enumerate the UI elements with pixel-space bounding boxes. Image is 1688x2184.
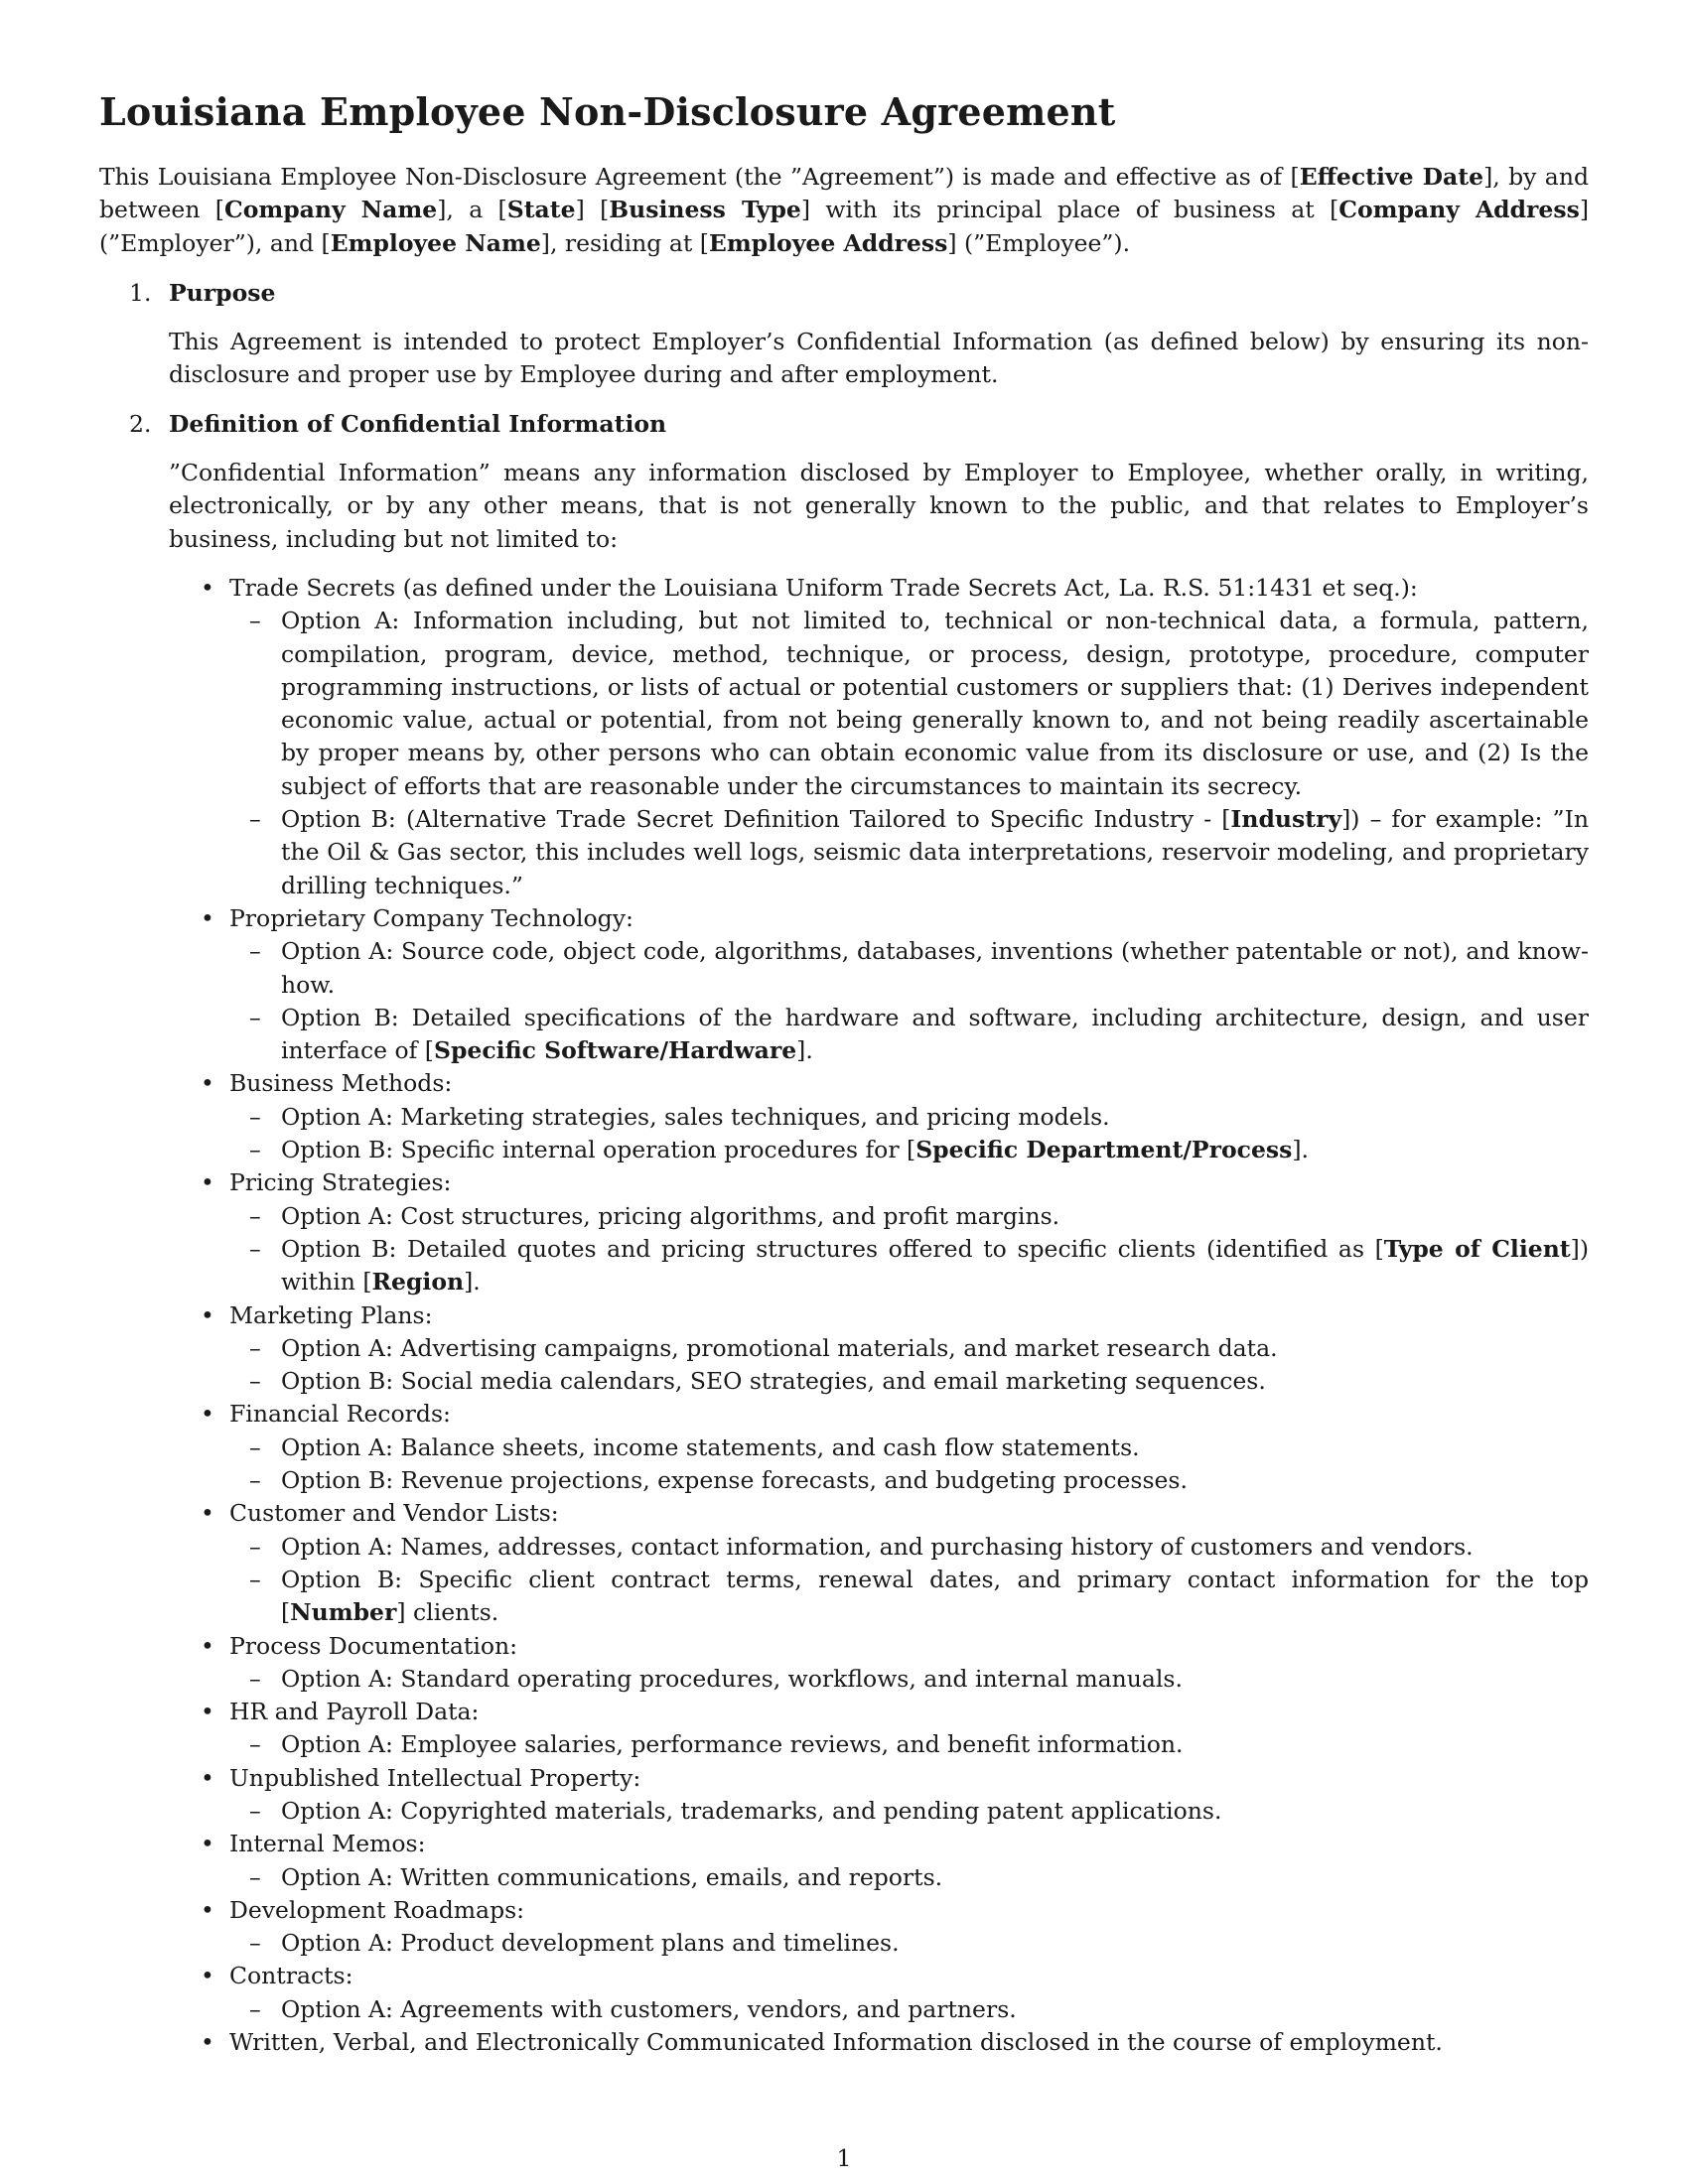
list-item-label: Development Roadmaps: bbox=[229, 1895, 525, 1924]
section-number: 1. bbox=[129, 279, 152, 307]
bullet-icon: • bbox=[201, 1499, 214, 1528]
list-item bbox=[169, 572, 1589, 902]
option-text: Option A: Employee salaries, performance reviews, and benefit information. bbox=[281, 1730, 1184, 1759]
option-text: Option B: Detailed quotes and pricing structures offered to specific clients (identified as [ bbox=[281, 1234, 1384, 1263]
list-item-label: Contracts: bbox=[229, 1962, 353, 1990]
bullet-icon: • bbox=[201, 1763, 214, 1792]
option-text: ]. bbox=[796, 1036, 813, 1065]
bullet-icon: • bbox=[201, 574, 214, 602]
intro-text: ] (”Employee”). bbox=[947, 228, 1131, 257]
dash-icon: – bbox=[249, 937, 261, 966]
option-text: Option B: Specific internal operation procedures for [ bbox=[281, 1136, 916, 1164]
option-placeholder: Type of Client bbox=[1383, 1234, 1571, 1263]
section-heading-purpose bbox=[129, 277, 1589, 310]
intro-text: ] [ bbox=[575, 196, 610, 224]
dash-icon: – bbox=[249, 1433, 261, 1461]
option-list bbox=[229, 1728, 1589, 1761]
placeholder-business-type: Business Type bbox=[609, 196, 801, 224]
option-text: ]. bbox=[1292, 1136, 1310, 1164]
list-item bbox=[169, 1762, 1589, 1829]
list-item-label: Marketing Plans: bbox=[229, 1300, 433, 1329]
option-item bbox=[169, 1728, 1589, 1761]
option-item bbox=[169, 1795, 1589, 1828]
option-item bbox=[169, 935, 1589, 1002]
option-placeholder: Specific Software/Hardware bbox=[433, 1036, 797, 1065]
bullet-icon: • bbox=[201, 1830, 214, 1858]
option-text: ] clients. bbox=[396, 1598, 499, 1627]
intro-text: ], a [ bbox=[437, 196, 507, 224]
option-item bbox=[169, 1134, 1589, 1166]
option-text: Option B: (Alternative Trade Secret Definition Tailored to Specific Industry - [ bbox=[281, 805, 1231, 834]
option-placeholder: Number bbox=[290, 1598, 397, 1627]
option-list bbox=[229, 1101, 1589, 1167]
option-text: Option A: Cost structures, pricing algorithms, and profit margins. bbox=[281, 1201, 1060, 1230]
bullet-icon: • bbox=[201, 1400, 214, 1429]
list-item-label: Process Documentation: bbox=[229, 1631, 518, 1660]
list-item-label: Unpublished Intellectual Property: bbox=[229, 1763, 641, 1792]
option-item bbox=[169, 1432, 1589, 1464]
intro-paragraph bbox=[99, 161, 1589, 260]
dash-icon: – bbox=[249, 1466, 261, 1495]
list-item-label: Proprietary Company Technology: bbox=[229, 903, 633, 932]
option-list bbox=[229, 935, 1589, 1067]
option-item bbox=[169, 1233, 1589, 1299]
dash-icon: – bbox=[249, 1730, 261, 1759]
intro-text: ], residing at [ bbox=[540, 228, 709, 257]
option-list bbox=[229, 1663, 1589, 1696]
option-text: Option A: Information including, but not limited to, technical or non-technical data, a formula, pattern, compilation, program, device, method, technique, or process, design, prototype, procedure, computer programming instructions, or lists of actual or potential customers or suppliers that: (1) Derives independent economic value, actual or potential, from not being generally known to, and not being readily ascertainable by proper means by, other persons who can obtain economic value from its disclosure or use, and (2) Is the subject of efforts that are reasonable under the circumstances to maintain its secrecy. bbox=[281, 607, 1589, 800]
option-item bbox=[169, 1002, 1589, 1068]
placeholder-employee-address: Employee Address bbox=[708, 228, 948, 257]
section-heading-definition bbox=[129, 408, 1589, 441]
list-item bbox=[169, 1960, 1589, 2026]
option-item bbox=[169, 1927, 1589, 1960]
option-text: Option A: Marketing strategies, sales techniques, and pricing models. bbox=[281, 1102, 1110, 1131]
bullet-icon: • bbox=[201, 903, 214, 932]
option-list bbox=[229, 605, 1589, 902]
bullet-icon: • bbox=[201, 1300, 214, 1329]
dash-icon: – bbox=[249, 1994, 261, 2023]
section-number: 2. bbox=[129, 410, 152, 438]
bullet-icon: • bbox=[201, 1631, 214, 1660]
dash-icon: – bbox=[249, 1136, 261, 1164]
list-item-label: Business Methods: bbox=[229, 1069, 453, 1098]
option-item bbox=[169, 1332, 1589, 1365]
list-item bbox=[169, 1630, 1589, 1697]
document-title: Louisiana Employee Non-Disclosure Agreement bbox=[99, 89, 1116, 134]
placeholder-effective-date: Effective Date bbox=[1299, 163, 1484, 191]
intro-text: ] (”Employer”), and [ bbox=[99, 196, 1590, 257]
bullet-icon: • bbox=[201, 1895, 214, 1924]
option-text: Option A: Written communications, emails, and reports. bbox=[281, 1862, 943, 1891]
option-list bbox=[229, 1332, 1589, 1399]
list-item-label: Trade Secrets (as defined under the Louisiana Uniform Trade Secrets Act, La. R.S. 51:1431 et seq.): bbox=[229, 574, 1418, 602]
intro-text: ], by and between [ bbox=[99, 163, 1589, 224]
placeholder-state: State bbox=[506, 196, 576, 224]
list-item bbox=[169, 1067, 1589, 1166]
option-list bbox=[229, 1531, 1589, 1630]
list-item-label: Pricing Strategies: bbox=[229, 1168, 452, 1197]
option-text: Option A: Advertising campaigns, promotional materials, and market research data. bbox=[281, 1333, 1278, 1362]
option-item bbox=[169, 1861, 1589, 1894]
section-title: Definition of Confidential Information bbox=[169, 410, 667, 438]
list-item bbox=[169, 1166, 1589, 1298]
option-text: Option A: Product development plans and timelines. bbox=[281, 1929, 900, 1958]
option-item bbox=[169, 1993, 1589, 2026]
option-text: Option B: Specific client contract terms, renewal dates, and primary contact information for the top [ bbox=[281, 1565, 1589, 1627]
page-number: 1 bbox=[836, 2144, 852, 2172]
option-text: Option A: Source code, object code, algorithms, databases, inventions (whether patentable or not), and know-how. bbox=[281, 937, 1589, 999]
list-item bbox=[169, 1398, 1589, 1497]
option-text: ]. bbox=[464, 1268, 481, 1297]
option-placeholder: Region bbox=[371, 1268, 465, 1297]
option-text: Option A: Standard operating procedures, workflows, and internal manuals. bbox=[281, 1664, 1183, 1693]
option-text: Option A: Names, addresses, contact information, and purchasing history of customers and vendors. bbox=[281, 1532, 1474, 1561]
dash-icon: – bbox=[249, 1565, 261, 1593]
option-text: Option A: Balance sheets, income statements, and cash flow statements. bbox=[281, 1433, 1140, 1461]
option-placeholder: Specific Department/Process bbox=[915, 1136, 1293, 1164]
option-item bbox=[169, 1464, 1589, 1497]
option-text: ]) – for example: ”In the Oil & Gas sector, this includes well logs, seismic data interpretations, reservoir modeling, and proprietary drilling techniques.” bbox=[281, 805, 1589, 899]
bullet-icon: • bbox=[201, 1962, 214, 1990]
option-text: ]) within [ bbox=[281, 1234, 1589, 1297]
list-item bbox=[169, 1497, 1589, 1629]
list-item bbox=[169, 2026, 1589, 2059]
option-item bbox=[169, 1365, 1589, 1398]
bullet-icon: • bbox=[201, 2028, 214, 2057]
list-item-label: Internal Memos: bbox=[229, 1830, 426, 1858]
dash-icon: – bbox=[249, 1929, 261, 1958]
list-item bbox=[169, 1828, 1589, 1894]
option-item bbox=[169, 1564, 1589, 1630]
option-item bbox=[169, 803, 1589, 902]
dash-icon: – bbox=[249, 1102, 261, 1131]
dash-icon: – bbox=[249, 1796, 261, 1825]
list-item-label: Financial Records: bbox=[229, 1400, 451, 1429]
option-placeholder: Industry bbox=[1230, 805, 1342, 834]
option-text: Option B: Revenue projections, expense forecasts, and budgeting processes. bbox=[281, 1466, 1188, 1495]
placeholder-company-name: Company Name bbox=[223, 196, 438, 224]
option-item bbox=[169, 1531, 1589, 1564]
bullet-icon: • bbox=[201, 1168, 214, 1197]
option-list bbox=[229, 1927, 1589, 1960]
dash-icon: – bbox=[249, 1333, 261, 1362]
list-item bbox=[169, 1299, 1589, 1399]
option-list bbox=[229, 1432, 1589, 1498]
option-item bbox=[169, 1101, 1589, 1134]
list-item bbox=[169, 1696, 1589, 1762]
option-list bbox=[229, 1993, 1589, 2026]
placeholder-company-address: Company Address bbox=[1338, 196, 1580, 224]
placeholder-employee-name: Employee Name bbox=[330, 228, 541, 257]
option-item bbox=[169, 605, 1589, 803]
intro-text: ] with its principal place of business at [ bbox=[800, 196, 1339, 224]
list-item-label: Customer and Vendor Lists: bbox=[229, 1499, 559, 1528]
bullet-icon: • bbox=[201, 1069, 214, 1098]
option-list bbox=[229, 1795, 1589, 1828]
option-item bbox=[169, 1200, 1589, 1233]
list-item-label: HR and Payroll Data: bbox=[229, 1698, 480, 1726]
option-text: Option A: Agreements with customers, vendors, and partners. bbox=[281, 1994, 1017, 2023]
list-item-label: Written, Verbal, and Electronically Communicated Information disclosed in the course of employment. bbox=[229, 2028, 1443, 2057]
dash-icon: – bbox=[249, 805, 261, 834]
section-title: Purpose bbox=[169, 279, 276, 307]
confidential-info-list bbox=[169, 572, 1589, 2059]
dash-icon: – bbox=[249, 1234, 261, 1263]
dash-icon: – bbox=[249, 1664, 261, 1693]
section-body-definition: ”Confidential Information” means any information disclosed by Employer to Employee, whether orally, in writing, electronically, or by any other means, that is not generally known to the public, and that relates to Employer’s business, including but not limited to: bbox=[169, 459, 1589, 553]
dash-icon: – bbox=[249, 1862, 261, 1891]
list-item bbox=[169, 1894, 1589, 1961]
option-item bbox=[169, 1663, 1589, 1696]
section-body-purpose: This Agreement is intended to protect Employer’s Confidential Information (as defined below) by ensuring its non-disclosure and proper use by Employee during and after employment. bbox=[169, 328, 1589, 389]
option-text: Option B: Social media calendars, SEO strategies, and email marketing sequences. bbox=[281, 1367, 1266, 1396]
option-text: Option B: Detailed specifications of the hardware and software, including architecture, design, and user interface of [ bbox=[281, 1003, 1589, 1065]
bullet-icon: • bbox=[201, 1698, 214, 1726]
dash-icon: – bbox=[249, 1532, 261, 1561]
dash-icon: – bbox=[249, 607, 261, 635]
intro-text: This Louisiana Employee Non-Disclosure Agreement (the ”Agreement”) is made and effective as of [ bbox=[99, 163, 1300, 191]
option-list bbox=[229, 1200, 1589, 1299]
dash-icon: – bbox=[249, 1367, 261, 1396]
option-list bbox=[229, 1861, 1589, 1894]
dash-icon: – bbox=[249, 1003, 261, 1031]
option-text: Option A: Copyrighted materials, trademarks, and pending patent applications. bbox=[281, 1796, 1222, 1825]
dash-icon: – bbox=[249, 1201, 261, 1230]
list-item bbox=[169, 902, 1589, 1067]
